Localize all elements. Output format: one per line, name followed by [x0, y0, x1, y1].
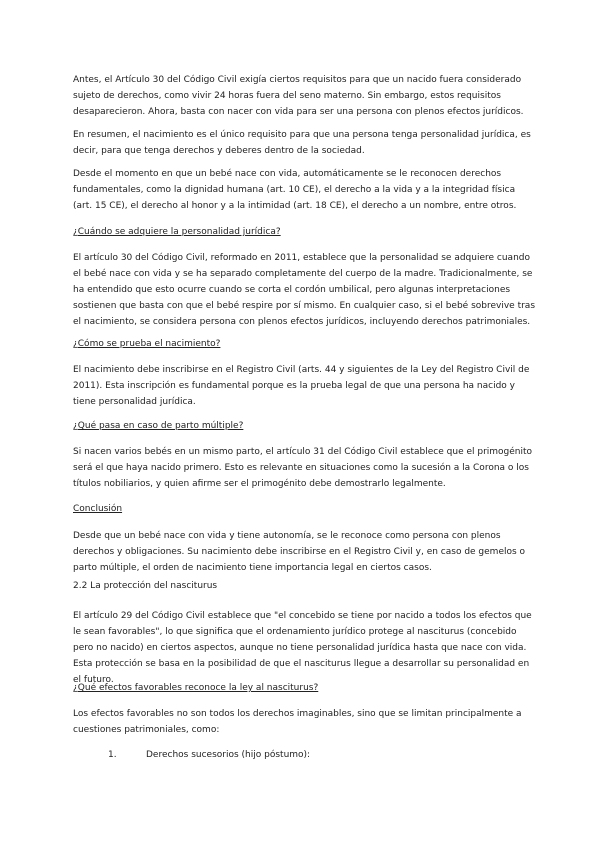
heading-como-se-prueba: ¿Cómo se prueba el nacimiento?	[73, 339, 221, 349]
section-title-nasciturus: 2.2 La protección del nasciturus	[73, 581, 218, 591]
paragraph-primogenito: Si nacen varios bebés en un mismo parto, el artículo 31 del Código Civil establece que el primogénito será el que haya nacido primero. Esto es relevante en situaciones como la sucesión a la Corona o los títulos nobiliarios, y quien afirme ser el primogénito debe demostrarlo legalmente.	[73, 447, 533, 489]
heading-efectos-favorables: ¿Qué efectos favorables reconoce la ley al nasciturus?	[73, 683, 319, 693]
paragraph-derechos-fundamentales: Desde el momento en que un bebé nace con vida, automáticamente se le reconocen derechos fundamentales, como la dignidad humana (art. 10 CE), el derecho a la vida y a la integridad física (art. 15 CE), el derecho al honor y a la intimidad (art. 18 CE), el derecho a un nombre, entre otros.	[73, 169, 517, 211]
paragraph-registro-civil: El nacimiento debe inscribirse en el Registro Civil (arts. 44 y siguientes de la Ley del Registro Civil de 2011). Esta inscripción es fundamental porque es la prueba legal de que una persona ha nacido y tiene personalidad jurídica.	[73, 365, 530, 407]
paragraph-requisitos-antiguos: Antes, el Artículo 30 del Código Civil exigía ciertos requisitos para que un nacido fuera considerado sujeto de derechos, como vivir 24 horas fuera del seno materno. Sin embargo, estos requisitos desaparecieron. Ahora, basta con nacer con vida para ser una persona con plenos efectos jurídicos.	[73, 75, 524, 117]
paragraph-articulo-29: El artículo 29 del Código Civil establece que "el concebido se tiene por nacido a todos los efectos que le sean favorables", lo que significa que el ordenamiento jurídico protege al nasciturus (concebido pero no nacido) en ciertos aspectos, aunque no tiene personalidad jurídica hasta que nace con vida. Esta protección se basa en la posibilidad de que el nasciturus llegue a desarrollar su personalidad en el futuro.	[73, 611, 532, 685]
paragraph-resumen: En resumen, el nacimiento es el único requisito para que una persona tenga personalidad jurídica, es decir, para que tenga derechos y deberes dentro de la sociedad.	[73, 130, 531, 156]
heading-parto-multiple: ¿Qué pasa en caso de parto múltiple?	[73, 421, 244, 431]
paragraph-conclusion: Desde que un bebé nace con vida y tiene autonomía, se le reconoce como persona con plenos derechos y obligaciones. Su nacimiento debe inscribirse en el Registro Civil y, en caso de gemelos o parto múltiple, el orden de nacimiento tiene importancia legal en ciertos casos.	[73, 531, 526, 573]
paragraph-articulo-30: El artículo 30 del Código Civil, reformado en 2011, establece que la personalidad se adquiere cuando el bebé nace con vida y se ha separado completamente del cuerpo de la madre. Tradicionalmente, se ha entendido que esto ocurre cuando se corta el cordón umbilical, pero algunas interpretaciones sostienen que basta con que el bebé respire por sí mismo. En cualquier caso, si el bebé sobrevive tras el nacimiento, se considera persona con plenos efectos jurídicos, incluyendo derechos patrimoniales.	[73, 253, 536, 327]
list-item-text: Derechos sucesorios (hijo póstumo):	[146, 750, 311, 760]
list-item-number: 1.	[108, 750, 117, 760]
paragraph-efectos-patrimoniales: Los efectos favorables no son todos los derechos imaginables, sino que se limitan principalmente a cuestiones patrimoniales, como:	[73, 709, 522, 735]
heading-conclusion: Conclusión	[73, 504, 123, 514]
heading-cuando-se-adquiere: ¿Cuándo se adquiere la personalidad jurídica?	[73, 227, 281, 237]
